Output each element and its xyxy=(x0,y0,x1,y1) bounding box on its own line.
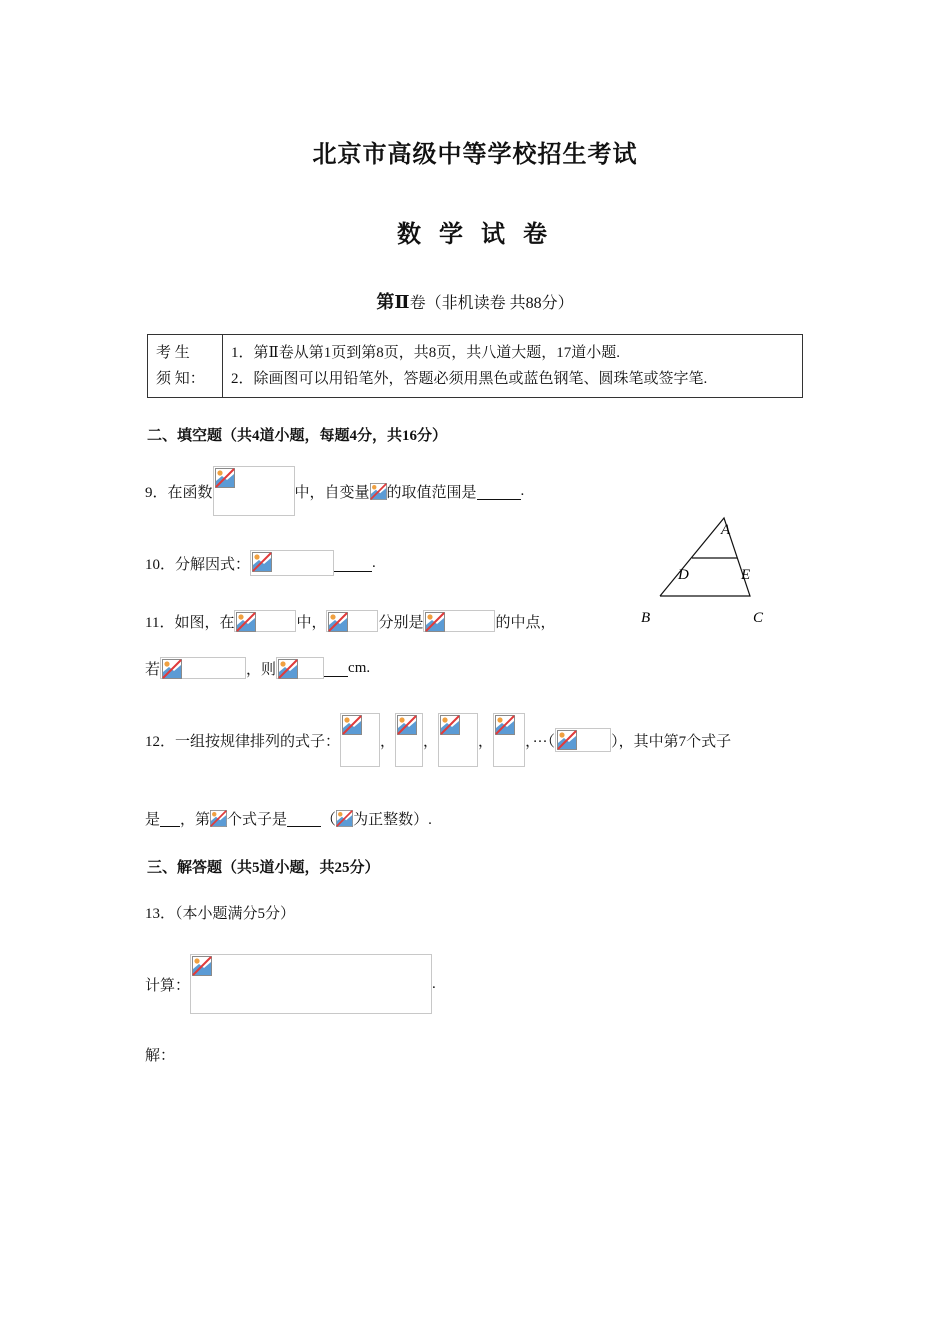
answer-blank xyxy=(287,810,321,827)
triangle-figure xyxy=(630,510,770,630)
broken-image-icon xyxy=(342,715,362,735)
question-11-line2 xyxy=(145,657,370,679)
q12-text-a: 12．一组按规律排列的式子： xyxy=(145,733,341,750)
document-subtitle: 数 学 试 卷 xyxy=(397,222,553,248)
answer-blank xyxy=(477,483,521,500)
formula-image xyxy=(190,954,432,1014)
broken-image-icon xyxy=(495,715,515,735)
formula-image xyxy=(555,728,611,752)
formula-image xyxy=(423,610,495,632)
answer-blank xyxy=(324,660,348,677)
question-12-line2 xyxy=(145,808,432,829)
q12-text-line2-d: （ xyxy=(321,812,337,828)
document-title: 北京市高级中等学校招生考试 xyxy=(312,142,638,168)
q12-text-line2-c: 个式子是 xyxy=(227,812,288,828)
q13-end: . xyxy=(432,975,436,992)
q9-text-a: 9．在函数 xyxy=(145,484,213,501)
formula-image xyxy=(210,810,227,827)
part-heading-bold: 第Ⅱ xyxy=(376,292,410,312)
broken-image-icon xyxy=(215,468,235,488)
notice-item-2: 2．除画图可以用铅笔外，答题必须用黑色或蓝色钢笔、圆珠笔或签字笔. xyxy=(231,371,708,387)
broken-image-icon xyxy=(236,612,256,632)
broken-image-icon xyxy=(192,956,212,976)
label-e: E xyxy=(741,567,751,583)
q11-text-e: 若 xyxy=(145,661,161,678)
formula-image xyxy=(160,657,246,679)
question-13-calc xyxy=(145,954,436,1014)
broken-image-icon xyxy=(425,612,445,632)
formula-image xyxy=(234,610,296,632)
triangle-abc xyxy=(660,518,750,596)
formula-image xyxy=(250,550,334,576)
notice-label-line2: 须 知： xyxy=(156,371,205,387)
q11-text-g: cm. xyxy=(348,659,371,676)
part-heading-rest: 卷（非机读卷 共88分） xyxy=(409,295,574,312)
notice-label-line1: 考 生 xyxy=(156,345,190,361)
answer-blank xyxy=(334,555,372,572)
broken-image-icon xyxy=(162,659,182,679)
broken-image-icon xyxy=(370,483,387,500)
question-12 xyxy=(145,713,731,767)
formula-image xyxy=(276,657,324,679)
question-13-heading: 13．（本小题满分5分） xyxy=(145,906,296,922)
label-a: A xyxy=(721,522,731,538)
q13-calc-label: 计算： xyxy=(145,977,191,994)
q11-text-c: 分别是 xyxy=(378,614,424,631)
question-11 xyxy=(145,610,556,632)
q10-text-d: . xyxy=(372,554,376,571)
broken-image-icon xyxy=(328,612,348,632)
q12-comma: ， xyxy=(380,733,396,750)
q12-comma: ， xyxy=(423,733,439,750)
formula-image xyxy=(438,713,478,767)
formula-image xyxy=(326,610,378,632)
question-10 xyxy=(145,550,376,576)
section-2-heading: 二、填空题（共4道小题，每题4分，共16分） xyxy=(147,428,448,444)
formula-image xyxy=(340,713,380,767)
q9-text-d: . xyxy=(520,482,525,499)
broken-image-icon xyxy=(210,810,227,827)
label-c: C xyxy=(753,610,764,626)
notice-box xyxy=(147,334,803,398)
broken-image-icon xyxy=(252,552,272,572)
part-heading xyxy=(0,288,950,314)
broken-image-icon xyxy=(336,810,353,827)
q11-text-f: ，则 xyxy=(246,661,277,678)
broken-image-icon xyxy=(440,715,460,735)
q11-text-a: 11．如图，在 xyxy=(145,614,235,631)
section-3-heading: 三、解答题（共5道小题，共25分） xyxy=(147,860,380,876)
notice-label xyxy=(148,335,223,398)
formula-image xyxy=(336,810,353,827)
q11-text-d: 的中点， xyxy=(495,614,556,631)
q12-text-line2-e: 为正整数）. xyxy=(353,812,432,828)
formula-image xyxy=(213,466,295,516)
q12-dots: ，···（ xyxy=(525,733,556,750)
q9-text-c: 的取值范围是 xyxy=(386,484,477,501)
q12-text-close: ），其中第7个式子 xyxy=(611,733,732,750)
formula-image xyxy=(395,713,423,767)
q12-text-line2-a: 是 xyxy=(145,812,161,828)
q11-text-b: 中， xyxy=(296,614,327,631)
label-d: D xyxy=(678,567,689,583)
formula-image xyxy=(370,483,387,500)
notice-item-1: 1．第Ⅱ卷从第1页到第8页，共8页，共八道大题，17道小题. xyxy=(231,345,620,361)
formula-image xyxy=(493,713,525,767)
notice-content xyxy=(223,335,803,398)
broken-image-icon xyxy=(397,715,417,735)
question-9 xyxy=(145,466,524,516)
broken-image-icon xyxy=(557,730,577,750)
label-b: B xyxy=(641,610,651,626)
answer-blank xyxy=(160,810,180,827)
broken-image-icon xyxy=(278,659,298,679)
q10-text-a: 10．分解因式： xyxy=(145,556,251,573)
question-13-solve: 解： xyxy=(145,1048,176,1064)
q9-text-b: 中，自变量 xyxy=(294,484,370,501)
q12-text-line2-b: ，第 xyxy=(180,812,211,828)
q12-comma: ， xyxy=(478,733,494,750)
